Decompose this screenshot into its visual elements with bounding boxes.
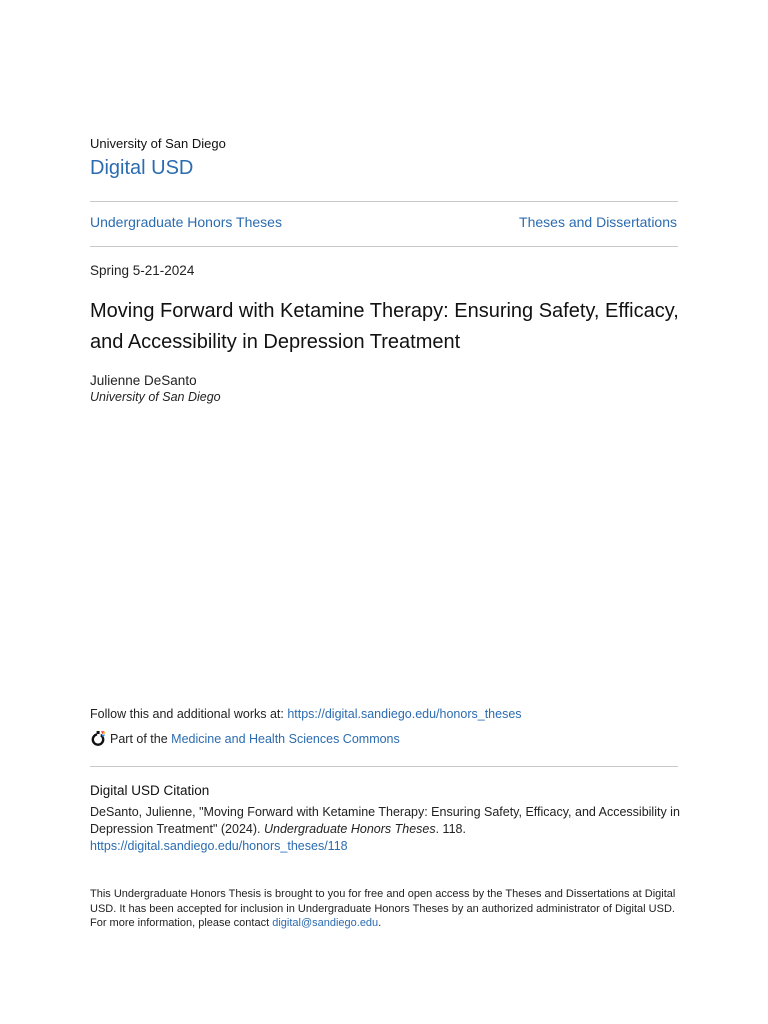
author-name: Julienne DeSanto <box>90 373 197 388</box>
publication-date: Spring 5-21-2024 <box>90 263 195 278</box>
author-affiliation: University of San Diego <box>90 390 221 404</box>
commons-link[interactable]: Medicine and Health Sciences Commons <box>171 731 400 746</box>
access-notice <box>90 887 690 931</box>
collection-link[interactable]: Theses and Dissertations <box>519 214 677 230</box>
follow-line <box>90 707 522 721</box>
divider-citation <box>90 766 678 767</box>
institution-name: University of San Diego <box>90 136 226 151</box>
repository-link[interactable]: Digital USD <box>90 157 194 179</box>
part-of-line <box>90 730 400 747</box>
citation-heading: Digital USD Citation <box>90 783 210 798</box>
series-link[interactable]: Undergraduate Honors Theses <box>90 214 282 230</box>
access-notice-text: This Undergraduate Honors Thesis is brought to you for free and open access by the Theses and Dissertations at Digital USD. It has been accepted for inclusion in Undergraduate Honors Theses by an authorized administrator of Digital USD. For more information, please contact <box>90 888 676 929</box>
citation-series: Undergraduate Honors Theses <box>263 822 436 836</box>
part-of-label: Part of the <box>110 731 168 746</box>
contact-email-link[interactable]: digital@sandiego.edu <box>272 917 379 929</box>
citation-text: DeSanto, Julienne, "Moving Forward with Ketamine Therapy: Ensuring Safety, Efficacy, and Accessibility in Depression Treatment" (2024). <box>90 805 680 836</box>
citation-url-link[interactable]: https://digital.sandiego.edu/honors_theses/118 <box>90 839 348 853</box>
follow-label: Follow this and additional works at: <box>90 707 288 721</box>
network-commons-icon <box>90 730 107 747</box>
citation-body <box>90 804 690 855</box>
access-notice-end: . <box>378 917 382 929</box>
divider-nav <box>90 246 678 247</box>
divider-top <box>90 201 678 202</box>
page-title: Moving Forward with Ketamine Therapy: Ensuring Safety, Efficacy, and Accessibility in Depression Treatment <box>90 300 679 353</box>
follow-url-link[interactable]: https://digital.sandiego.edu/honors_theses <box>287 707 522 721</box>
citation-number: . 118. <box>435 822 466 836</box>
